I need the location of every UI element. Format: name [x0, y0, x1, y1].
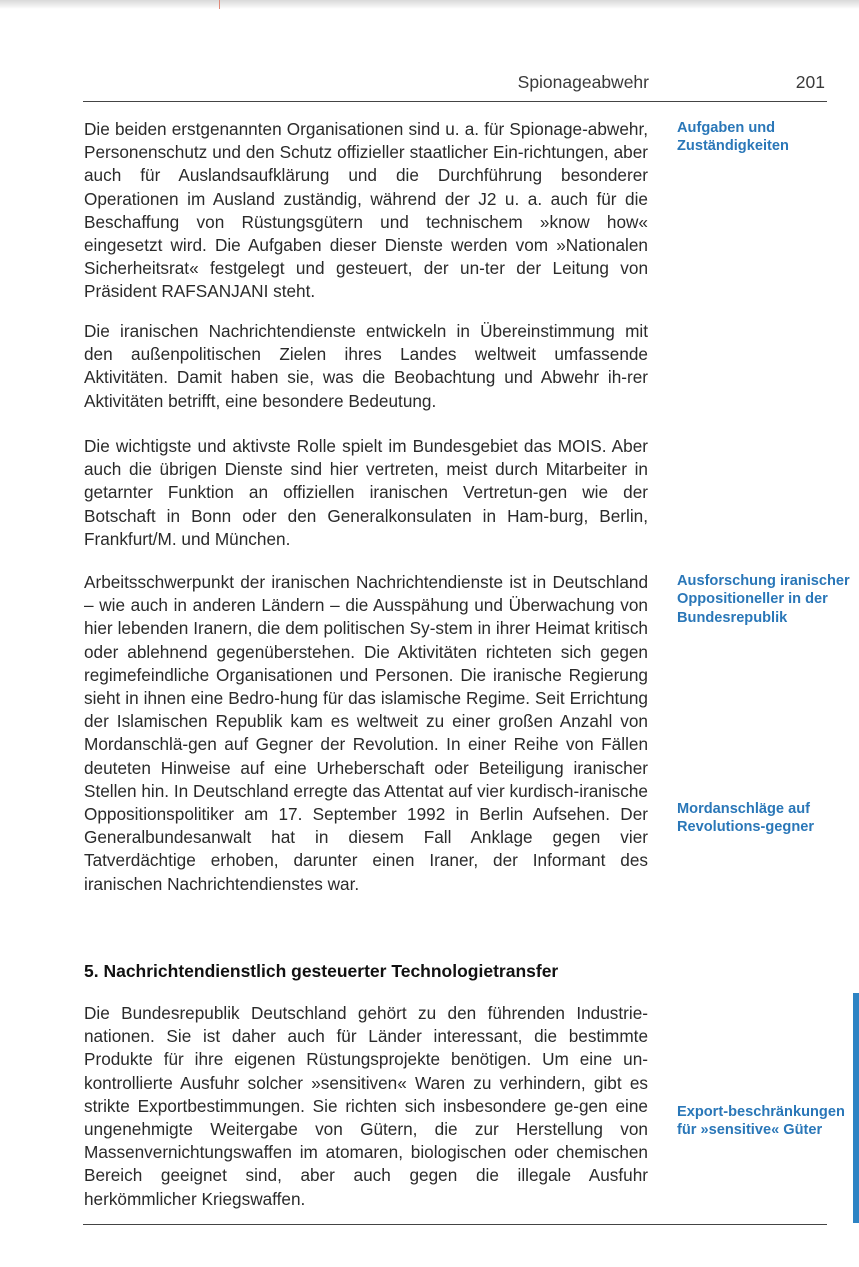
- page-number: 201: [795, 72, 825, 92]
- margin-note-mordanschlaege: Mordanschläge auf Revolutions-gegner: [677, 801, 815, 836]
- running-header-title: Spionageabwehr: [517, 72, 649, 92]
- section-heading: 5. Nachrichtendienstlich gesteuerter Technologietransfer: [84, 961, 559, 981]
- margin-note-export: Export-beschränkungen für »sensitive« Güter: [677, 1104, 845, 1139]
- paragraph-3: Die wichtigste und aktivste Rolle spielt im Bundesgebiet das MOIS. Aber auch die übrigen Dienste sind hier vertreten, meist durch Mitarbeiter in getarnter Funktion an offiziellen iranischen Vertretun-gen wie der Botschaft in Bonn oder den Generalkonsulaten in Ham-burg, Berlin, Frankfurt/M. und München.: [84, 436, 648, 549]
- margin-note-ausforschung: Ausforschung iranischer Oppositioneller in der Bundesrepublik: [677, 573, 850, 626]
- scan-mark: [219, 0, 220, 9]
- scan-edge: [0, 0, 859, 9]
- paragraph-1: Die beiden erstgenannten Organisationen sind u. a. für Spionage-abwehr, Personenschutz und den Schutz offizieller staatlicher Ein-richtungen, aber auch für Auslandsaufklärung und die Durchführung besonderer Operationen im Ausland zuständig, während der J2 u. a. auch für die Beschaffung von Rüstungsgütern und technischem »know how« eingesetzt wird. Die Aufgaben dieser Dienste werden vom »Nationalen Sicherheitsrat« festgelegt und gesteuert, der un-ter der Leitung von Präsident RAFSANJANI steht.: [84, 119, 648, 302]
- header-rule: [83, 101, 827, 102]
- section-paragraph: Die Bundesrepublik Deutschland gehört zu den führenden Industrie-nationen. Sie ist daher auch für Länder interessant, die bestimmte Produkte für ihre eigenen Rüstungsprojekte benötigen. Um eine un-kontrollierte Ausfuhr solcher »sensitiven« Waren zu verhindern, gibt es strikte Exportbestimmungen. Sie richten sich insbesondere ge-gen eine ungenehmigte Weitergabe von Gütern, die zur Herstellung von Massenvernichtungswaffen im atomaren, biologischen oder chemischen Bereich geeignet sind, aber auch gegen die illegale Ausfuhr herkömmlicher Kriegswaffen.: [84, 1003, 648, 1209]
- paragraph-2: Die iranischen Nachrichtendienste entwickeln in Übereinstimmung mit den außenpolitischen Zielen ihres Landes weltweit umfassende Aktivitäten. Damit haben sie, was die Beobachtung und Abwehr ih-rer Aktivitäten betrifft, eine besondere Bedeutung.: [84, 321, 648, 411]
- footer-rule: [83, 1224, 827, 1225]
- paragraph-4: Arbeitsschwerpunkt der iranischen Nachrichtendienste ist in Deutschland – wie auch in anderen Ländern – die Ausspähung und Überwachung von hier lebenden Iranern, die dem politischen Sy-stem in ihrer Heimat kritisch oder ablehnend gegenüberstehen. Die Aktivitäten richteten sich gegen regimefeindliche Organisationen und Personen. Die iranische Regierung sieht in ihnen eine Bedro-hung für das islamische Regime. Seit Errichtung der Islamischen Republik kam es weltweit zu einer großen Anzahl von Mordanschlä-gen auf Gegner der Revolution. In einer Reihe von Fällen deuteten Hinweise auf eine Urheberschaft oder Beteiligung iranischer Stellen hin. In Deutschland erregte das Attentat auf vier kurdisch-iranische Oppositionspolitiker am 17. September 1992 in Berlin Aufsehen. Der Generalbundesanwalt hat in diesem Fall Anklage gegen vier Tatverdächtige erhoben, darunter einen Iraner, der Informant des iranischen Nachrichtendienstes war.: [84, 572, 648, 894]
- margin-note-aufgaben: Aufgaben und Zuständigkeiten: [677, 120, 789, 155]
- thumb-index-tab: [853, 993, 859, 1223]
